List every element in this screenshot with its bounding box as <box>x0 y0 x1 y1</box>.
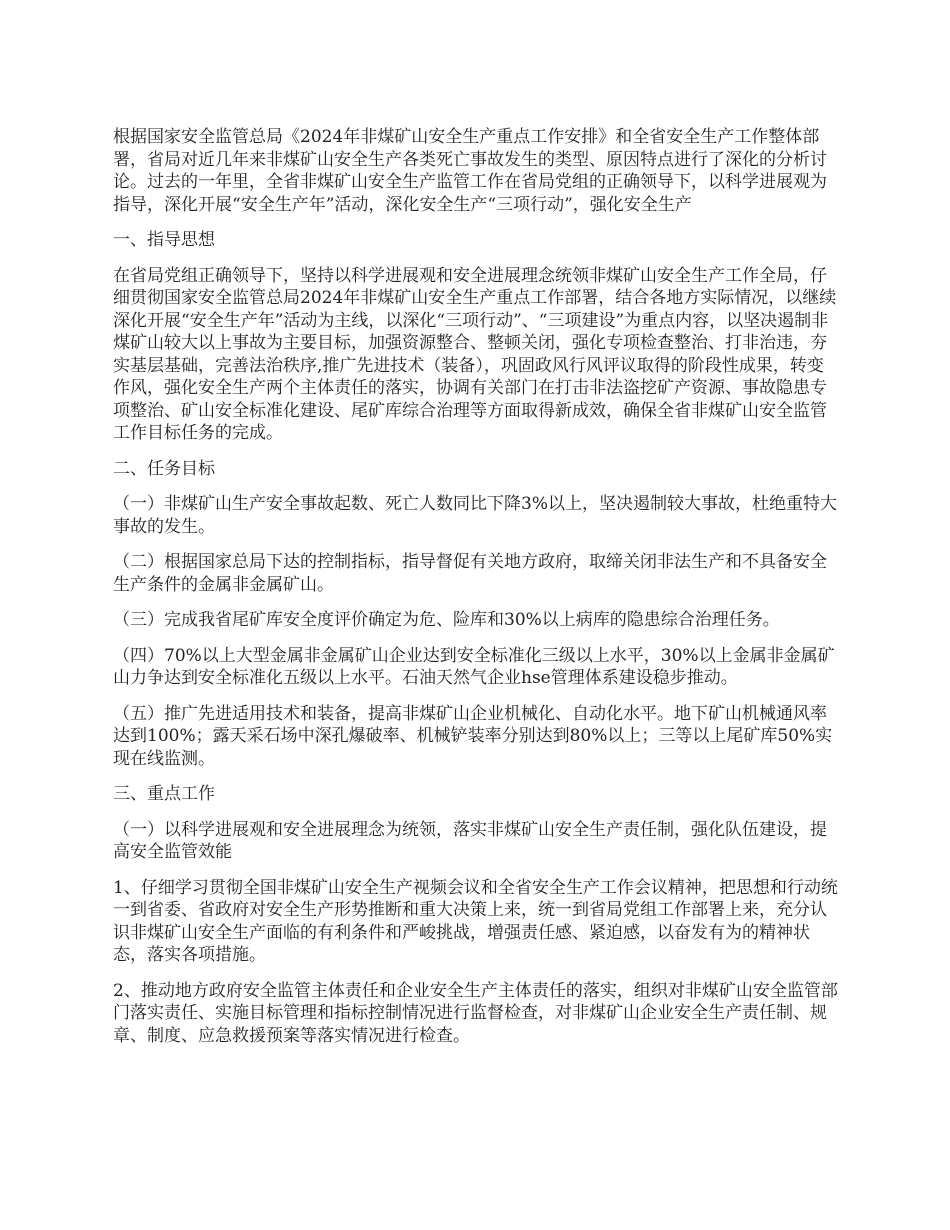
section-heading-task-goals: 二、任务目标 <box>113 458 215 479</box>
task-goal-item: （二）根据国家总局下达的控制指标，指导督促有关地方政府，取缔关闭非法生产和不具备安全生产条件的金属非金属矿山。 <box>113 552 827 595</box>
key-work-item: 2、推动地方政府安全监管主体责任和企业安全生产主体责任的落实，组织对非煤矿山安全监管部门落实责任、实施目标管理和指标控制情况进行监督检查，对非煤矿山企业安全生产责任制、规章、制度、应急救援预案等落实情况进行检查。 <box>113 980 838 1046</box>
task-goal-item: （三）完成我省尾矿库安全度评价确定为危、险库和30%以上病库的隐患综合治理任务。 <box>113 610 780 630</box>
document-page <box>113 126 840 1060</box>
key-work-item: 1、仔细学习贯彻全国非煤矿山安全生产视频会议和全省安全生产工作会议精神，把思想和行动统一到省委、省政府对安全生产形势推断和重大决策上来，统一到省局党组工作部署上来，充分认识非煤矿山安全生产面临的有利条件和严峻挑战，增强责任感、紧迫感，以奋发有为的精神状态，落实各项措施。 <box>113 877 838 965</box>
section-heading-guiding-ideology: 一、指导思想 <box>113 230 215 250</box>
intro-paragraph: 根据国家安全监管总局《2024年非煤矿山安全生产重点工作安排》和全省安全生产工作整体部署，省局对近几年来非煤矿山安全生产各类死亡事故发生的类型、原因特点进行了深化的分析讨论。过去的一年里，全省非煤矿山安全生产监管工作在省局党组的正确领导下，以科学进展观为指导，深化开展“安全生产年”活动，深化安全生产“三项行动”，强化安全生产 <box>113 127 827 215</box>
guiding-ideology-paragraph: 在省局党组正确领导下，坚持以科学进展观和安全进展理念统领非煤矿山安全生产工作全局，仔细贯彻国家安全监管总局2024年非煤矿山安全生产重点工作部署，结合各地方实际情况，以继续深化开展“安全生产年”活动为主线，以深化“三项行动”、“三项建设”为重点内容，以坚决遏制非煤矿山较大以上事故为主要目标，加强资源整合、整顿关闭，强化专项检查整治、打非治违，夯实基层基础，完善法治秩序,推广先进技术（装备），巩固政风行风评议取得的阶段性成果，转变作风，强化安全生产两个主体责任的落实，协调有关部门在打击非法盗挖矿产资源、事故隐患专项整治、矿山安全标准化建设、尾矿库综合治理等方面取得新成效，确保全省非煤矿山安全监管工作目标任务的完成。 <box>113 265 837 443</box>
section-heading-key-work: 三、重点工作 <box>113 784 215 804</box>
task-goal-item: （四）70%以上大型金属非金属矿山企业达到安全标准化三级以上水平，30%以上金属非金属矿山力争达到安全标准化五级以上水平。石油天然气企业hse管理体系建设稳步推动。 <box>113 645 835 688</box>
key-work-item: （一）以科学进展观和安全进展理念为统领，落实非煤矿山安全生产责任制，强化队伍建设，提高安全监管效能 <box>113 819 827 862</box>
task-goal-item: （一）非煤矿山生产安全事故起数、死亡人数同比下降3%以上，坚决遏制较大事故，杜绝重特大事故的发生。 <box>113 494 837 537</box>
task-goal-item: （五）推广先进适用技术和装备，提高非煤矿山企业机械化、自动化水平。地下矿山机械通风率达到100%；露天采石场中深孔爆破率、机械铲装率分别达到80%以上；三等以上尾矿库50%实现在线监测。 <box>113 703 833 769</box>
